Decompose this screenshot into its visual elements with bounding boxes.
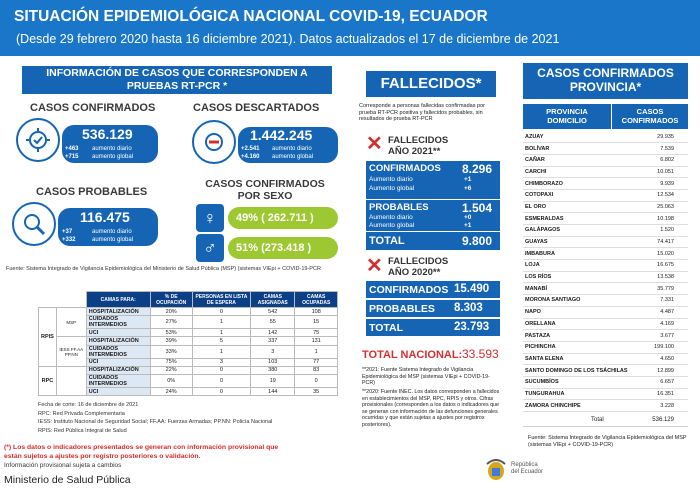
camas-value: 1 <box>295 345 338 358</box>
provincia-name: ORELLANA <box>523 318 646 330</box>
disclaimer <box>4 443 278 461</box>
table-row <box>523 236 688 248</box>
provincia-name: IMBABURA <box>523 248 646 260</box>
female-value: 49% ( 262.711 ) <box>228 207 338 229</box>
camas-value: 1 <box>192 316 251 329</box>
col1-line1: PROVINCIA <box>546 107 588 116</box>
fallecidos-2020-label <box>388 256 448 278</box>
table-row <box>523 225 688 237</box>
camas-value: 77 <box>295 358 338 366</box>
camas-value: 39% <box>150 337 192 345</box>
f2020-total-value: 23.793 <box>454 321 490 333</box>
provincia-cases: 10.198 <box>646 213 688 225</box>
camas-value: 542 <box>251 308 295 316</box>
provincia-cases: 15.020 <box>646 248 688 260</box>
camas-note: Fecha de corte: 16 de diciembre de 2021 <box>38 402 139 408</box>
header-banner <box>0 0 700 56</box>
camas-header-cell: CAMAS PARA: <box>86 292 150 308</box>
f2021-total-value: 9.800 <box>462 234 493 248</box>
probables-daily-label: aumento diario <box>92 229 132 235</box>
fallecidos-title: FALLECIDOS* <box>366 71 496 97</box>
descartados-pill <box>238 127 338 163</box>
camas-value: 0 <box>192 374 251 387</box>
provincia-cases: 12.899 <box>646 365 688 377</box>
provincia-table <box>523 131 688 412</box>
provincia-cases: 10.051 <box>646 166 688 178</box>
provincia-title-1: CASOS CONFIRMADOS <box>537 66 674 80</box>
camas-value: 5 <box>192 337 251 345</box>
disclaimer-line1: (*) Los datos o indicadores presentados se generan con información provisional que <box>4 444 279 451</box>
provincia-cases: 4.487 <box>646 306 688 318</box>
provincia-source: Fuente: Sistema Integrado de Vigilancia Epidemiológica del MSP (sistemas VIEpi + COVID-19-PCR) <box>528 435 687 448</box>
camas-value: 83 <box>295 366 338 374</box>
male-icon: ♂ <box>196 234 224 262</box>
f2020-probables-box <box>366 300 500 317</box>
pcr-title-line2: PRUEBAS RT-PCR * <box>126 80 228 92</box>
provincia-name: CARCHI <box>523 166 646 178</box>
provincia-cases: 1.520 <box>646 225 688 237</box>
f2020-label-2: AÑO 2020** <box>388 267 441 278</box>
col1-line2: DOMICILIO <box>547 116 587 125</box>
provincia-cases: 13.538 <box>646 271 688 283</box>
provincia-col1-header <box>523 104 611 129</box>
provincia-name: PICHINCHA <box>523 341 646 353</box>
f2021-prob-ag: Aumento global <box>369 222 415 229</box>
camas-value: 337 <box>251 337 295 345</box>
provincia-cases: 12.534 <box>646 189 688 201</box>
camas-value: 131 <box>295 337 338 345</box>
camas-type: HOSPITALIZACIÓN <box>86 366 150 374</box>
camas-value: 35 <box>295 387 338 395</box>
camas-blank-cell <box>39 292 87 308</box>
camas-type: UCI <box>86 358 150 366</box>
group-label: RPC <box>39 366 57 395</box>
provincia-col2-header <box>612 104 688 129</box>
logo-text-1: República <box>511 462 538 468</box>
camas-header-cell: CAMAS ASIGNADAS <box>251 292 295 308</box>
f2020-conf-label: CONFIRMADOS <box>369 284 449 296</box>
provincia-cases: 4.169 <box>646 318 688 330</box>
provincia-name: EL ORO <box>523 201 646 213</box>
provincia-cases: 6.802 <box>646 154 688 166</box>
descartados-daily-label: aumento diario <box>272 146 312 152</box>
provincia-name: COTOPAXI <box>523 189 646 201</box>
provincia-cases: 35.779 <box>646 283 688 295</box>
f2021-total-label: TOTAL <box>369 235 405 247</box>
probables-total: 116.475 <box>80 209 130 225</box>
table-row <box>39 366 338 374</box>
camas-value: 3 <box>192 358 251 366</box>
provincia-name: ESMERALDAS <box>523 213 646 225</box>
table-row <box>523 154 688 166</box>
camas-value: 1 <box>192 329 251 337</box>
camas-value: 1 <box>192 345 251 358</box>
camas-value: 380 <box>251 366 295 374</box>
logo-text-2: del Ecuador <box>511 469 544 475</box>
table-row <box>523 131 688 143</box>
camas-value: 15 <box>295 316 338 329</box>
camas-value: 0 <box>192 308 251 316</box>
provincia-title-2: PROVINCIA* <box>569 80 642 94</box>
table-row <box>523 178 688 190</box>
provincia-total-label: Total <box>591 417 604 423</box>
confirmados-pill <box>62 125 158 163</box>
camas-value: 24% <box>150 387 192 395</box>
camas-value: 75% <box>150 358 192 366</box>
col2-line1: CASOS <box>636 107 664 116</box>
camas-note: RPC: Red Privada Complementaria <box>38 410 125 417</box>
camas-type: UCI <box>86 387 150 395</box>
fallecidos-footnote-1: **2021: Fuente Sistema Integrado de Vigilancia Epidemiológica del MSP (sistemas VIEpi + COVID-19-PCR) <box>362 367 490 386</box>
f2020-conf-value: 15.490 <box>454 283 490 295</box>
camas-type: UCI <box>86 329 150 337</box>
camas-value: 3 <box>251 345 295 358</box>
sexo-label-1: CASOS CONFIRMADOS <box>205 178 325 190</box>
table-row <box>523 341 688 353</box>
camas-value: 75 <box>295 329 338 337</box>
provincia-cases: 25.063 <box>646 201 688 213</box>
provincia-name: BOLÍVAR <box>523 143 646 155</box>
provincia-name: PASTAZA <box>523 330 646 342</box>
col2-line2: CONFIRMADOS <box>621 116 679 125</box>
confirmados-global-num: +715 <box>65 154 79 160</box>
male-value: 51% (273.418 ) <box>228 237 338 259</box>
table-row <box>523 353 688 365</box>
provincia-cases: 3.228 <box>646 400 688 412</box>
camas-header-row <box>39 292 338 308</box>
virus-check-icon <box>16 118 60 162</box>
camas-note: RPIS: Red Pública Integral de Salud <box>38 427 127 434</box>
f2021-label-2: AÑO 2021** <box>388 146 441 157</box>
camas-type: CUIDADOS INTERMEDIOS <box>86 345 150 358</box>
f2021-conf-g: +6 <box>464 185 472 192</box>
provincia-name: AZUAY <box>523 131 646 143</box>
camas-note: IESS: Instituto Nacional de Seguridad Social; FF.AA: Fuerzas Armadas; PP.NN: Policía Nacional <box>38 419 273 425</box>
provincia-cases: 9.939 <box>646 178 688 190</box>
f2021-conf-ag: Aumento global <box>369 185 415 192</box>
table-row <box>523 213 688 225</box>
table-row <box>523 330 688 342</box>
provincia-name: MORONA SANTIAGO <box>523 295 646 307</box>
camas-type: CUIDADOS INTERMEDIOS <box>86 316 150 329</box>
subgroup-blank <box>56 366 86 395</box>
group-label: RPIS <box>39 308 57 367</box>
f2020-confirmados-box <box>366 281 500 298</box>
sexo-label-2: POR SEXO <box>237 190 293 202</box>
camas-value: 20% <box>150 308 192 316</box>
logo-text <box>511 462 543 476</box>
camas-value: 0 <box>295 374 338 387</box>
provincia-total-value: 536.129 <box>652 417 674 423</box>
table-row <box>523 166 688 178</box>
cross-icon-2020: ✕ <box>366 255 383 277</box>
provincia-cases: 3.677 <box>646 330 688 342</box>
camas-header-cell: % DE OCUPACIÓN <box>150 292 192 308</box>
f2021-prob-ad: Aumento diario <box>369 214 413 221</box>
table-row <box>523 283 688 295</box>
provincia-name: SANTA ELENA <box>523 353 646 365</box>
camas-value: 108 <box>295 308 338 316</box>
camas-notes <box>38 401 338 435</box>
confirmados-daily-num: +463 <box>65 146 79 152</box>
provincia-name: MANABÍ <box>523 283 646 295</box>
confirmados-global-label: aumento global <box>92 154 134 160</box>
provincia-cases: 199.100 <box>646 341 688 353</box>
provincia-title <box>523 63 688 99</box>
camas-value: 53% <box>150 329 192 337</box>
table-row <box>523 248 688 260</box>
table-row <box>523 189 688 201</box>
camas-value: 19 <box>251 374 295 387</box>
provincia-total-row <box>523 415 688 427</box>
camas-type: CUIDADOS INTERMEDIOS <box>86 374 150 387</box>
source-pcr: Fuente: Sistema Integrado de Vigilancia Epidemiológica del Ministerio de Salud Pública (MSP) (sistemas VIEpi + COVID-19-PCR <box>6 266 321 272</box>
f2021-prob-label: PROBABLES <box>369 202 429 213</box>
f2021-confirmados-box <box>366 161 500 199</box>
camas-header-cell: CAMAS OCUPADAS <box>295 292 338 308</box>
provincia-cases: 16.675 <box>646 260 688 272</box>
camas-value: 22% <box>150 366 192 374</box>
camas-value: 33% <box>150 345 192 358</box>
probables-label: CASOS PROBABLES <box>36 186 148 198</box>
subgroup-label: MSP <box>56 308 86 337</box>
f2021-conf-d: +1 <box>464 176 472 183</box>
provincia-cases: 4.650 <box>646 353 688 365</box>
provincia-name: CHIMBORAZO <box>523 178 646 190</box>
f2021-prob-value: 1.504 <box>462 201 493 215</box>
provincia-name: CAÑAR <box>523 154 646 166</box>
provincia-cases: 16.351 <box>646 388 688 400</box>
pcr-title-bar <box>22 66 332 94</box>
f2021-prob-g: +1 <box>464 222 472 229</box>
page-title: SITUACIÓN EPIDEMIOLÓGICA NACIONAL COVID-19, ECUADOR <box>14 8 488 25</box>
total-nacional-label: TOTAL NACIONAL: <box>362 349 463 361</box>
camas-header-cell: PERSONAS EN LISTA DE ESPERA <box>192 292 251 308</box>
camas-value: 103 <box>251 358 295 366</box>
provincia-name: LOS RÍOS <box>523 271 646 283</box>
disclaimer-line2: están sujetos a ajustes por registro posteriores o validación. <box>4 453 201 460</box>
descartados-global-label: aumento global <box>272 154 314 160</box>
subgroup-label: IESS FF.AA PP.NN <box>56 337 86 366</box>
provincia-name: ZAMORA CHINCHIPE <box>523 400 646 412</box>
provincia-name: TUNGURAHUA <box>523 388 646 400</box>
camas-value: 27% <box>150 316 192 329</box>
table-row <box>39 337 338 345</box>
provincia-name: LOJA <box>523 260 646 272</box>
provincia-name: SUCUMBÍOS <box>523 376 646 388</box>
camas-table <box>38 291 338 396</box>
descartados-daily-num: +2.541 <box>241 146 260 152</box>
f2021-conf-value: 8.296 <box>462 162 493 176</box>
table-row <box>523 306 688 318</box>
provincia-cases: 7.331 <box>646 295 688 307</box>
virus-minus-icon <box>192 120 236 164</box>
f2020-total-box <box>366 319 500 336</box>
f2021-probables-box <box>366 200 500 231</box>
f2020-label-1: FALLECIDOS <box>388 256 449 267</box>
provincia-cases: 6.657 <box>646 376 688 388</box>
camas-value: 0 <box>192 366 251 374</box>
total-nacional-value: 33.593 <box>462 347 499 361</box>
provincia-name: GUAYAS <box>523 236 646 248</box>
table-row <box>523 318 688 330</box>
table-row <box>523 400 688 412</box>
probables-pill <box>58 208 158 246</box>
table-row <box>523 376 688 388</box>
provincia-name: SANTO DOMINGO DE LOS TSÁCHILAS <box>523 365 646 377</box>
f2021-conf-ad: Aumento diario <box>369 176 413 183</box>
camas-value: 0% <box>150 374 192 387</box>
table-row <box>39 308 338 316</box>
f2021-total-box <box>366 232 500 250</box>
camas-type: HOSPITALIZACIÓN <box>86 308 150 316</box>
provisional-note: Información provisional sujeta a cambios <box>4 462 122 469</box>
table-row <box>523 271 688 283</box>
fallecidos-footnote-2: **2020: Fuente INEC. Los datos corresponden a fallecidos en establecimientos del MSP, RPC, RPIS y otros. Cifras provisionales (corresponden a los datos o indicadores que se generan con información de las defunciones generales ocurridas y que están sujetas a ajustes por registros posteriores). <box>362 389 500 428</box>
f2021-conf-label: CONFIRMADOS <box>369 163 441 174</box>
table-row <box>523 295 688 307</box>
female-icon: ♀ <box>196 204 224 232</box>
f2021-label-1: FALLECIDOS <box>388 135 449 146</box>
provincia-name: NAPO <box>523 306 646 318</box>
camas-value: 55 <box>251 316 295 329</box>
descartados-global-num: +4.160 <box>241 154 260 160</box>
ecuador-coat-of-arms-icon <box>483 458 509 482</box>
provincia-cases: 7.539 <box>646 143 688 155</box>
f2021-prob-d: +0 <box>464 214 472 221</box>
page-subtitle: (Desde 29 febrero 2020 hasta 16 diciembre 2021). Datos actualizados el 17 de diciembre de 2021 <box>16 32 560 46</box>
camas-value: 0 <box>192 387 251 395</box>
ministry-name: Ministerio de Salud Pública <box>4 474 131 486</box>
pcr-title-line1: INFORMACIÓN DE CASOS QUE CORRESPONDEN A <box>46 67 308 79</box>
provincia-cases: 74.417 <box>646 236 688 248</box>
table-row <box>523 260 688 272</box>
table-row <box>523 388 688 400</box>
probables-daily-num: +37 <box>62 229 73 235</box>
camas-value: 142 <box>251 329 295 337</box>
camas-value: 144 <box>251 387 295 395</box>
provincia-cases: 29.935 <box>646 131 688 143</box>
camas-type: HOSPITALIZACIÓN <box>86 337 150 345</box>
magnifier-virus-icon <box>12 202 56 246</box>
cross-icon: ✕ <box>366 133 383 155</box>
provincia-name: GALÁPAGOS <box>523 225 646 237</box>
table-row <box>523 365 688 377</box>
fallecidos-note: Corresponde a personas fallecidas confirmadas por prueba RT-PCR positiva y fallecidos probables, sin resultados de prueba RT-PCR <box>359 103 485 122</box>
confirmados-daily-label: aumento diario <box>92 146 132 152</box>
table-row <box>523 201 688 213</box>
f2020-total-label: TOTAL <box>369 322 404 334</box>
probables-global-label: aumento global <box>92 237 134 243</box>
sexo-label <box>205 178 325 202</box>
fallecidos-2021-label <box>388 135 448 157</box>
table-row <box>523 143 688 155</box>
confirmados-total: 536.129 <box>82 126 133 142</box>
f2020-prob-label: PROBABLES <box>369 303 435 315</box>
f2020-prob-value: 8.303 <box>454 302 483 314</box>
descartados-label: CASOS DESCARTADOS <box>193 102 320 114</box>
descartados-total: 1.442.245 <box>250 127 313 143</box>
probables-global-num: +332 <box>62 237 76 243</box>
confirmados-label: CASOS CONFIRMADOS <box>30 102 156 114</box>
